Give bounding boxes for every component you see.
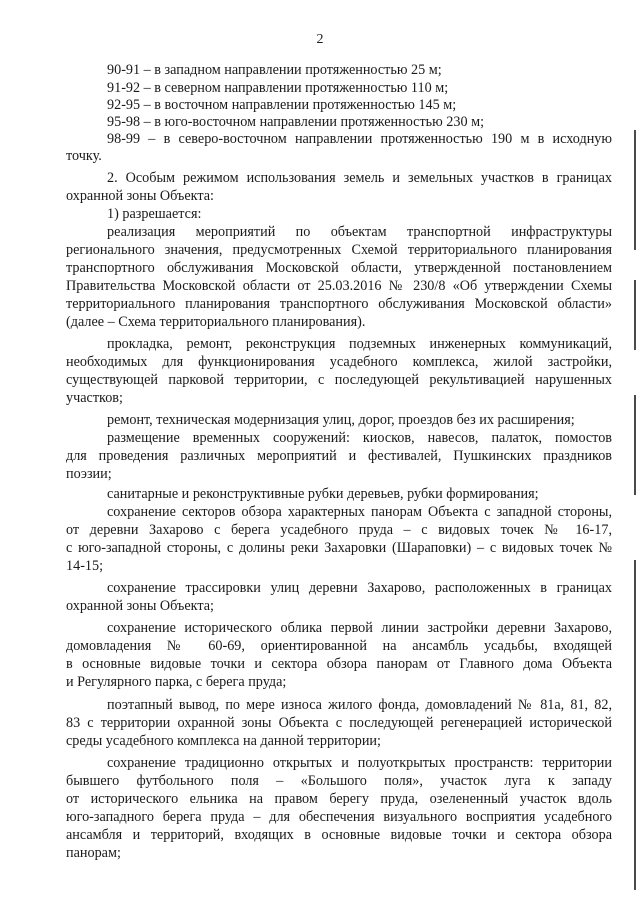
text-line: от исторического ельника на правом берегу пруда, озелененный участок вдоль bbox=[66, 791, 612, 807]
text-line: 90-91 – в западном направлении протяженностью 25 м; bbox=[107, 62, 442, 78]
text-line: ансамбля и территорий, входящих в основные видовые точки и сектора обзора bbox=[66, 827, 612, 843]
text-line: 98-99 – в северо-восточном направлении протяженностью 190 м в исходную bbox=[107, 131, 612, 147]
text-line: охранной зоны Объекта; bbox=[66, 598, 214, 614]
text-line: 2. Особым режимом использования земель и земельных участков в границах bbox=[107, 170, 612, 186]
text-line: 91-92 – в северном направлении протяженностью 110 м; bbox=[107, 80, 449, 96]
text-line: 83 с территории охранной зоны Объекта с последующей регенерацией исторической bbox=[66, 715, 612, 731]
text-line: 92-95 – в восточном направлении протяженностью 145 м; bbox=[107, 97, 457, 113]
text-line: сохранение трассировки улиц деревни Захарово, расположенных в границах bbox=[107, 580, 612, 596]
text-line: с юго-западной стороны, с долины реки Захаровки (Шараповки) – с видовых точек № bbox=[66, 540, 612, 556]
scan-edge-mark bbox=[634, 560, 636, 890]
text-line: сохранение секторов обзора характерных панорам Объекта с западной стороны, bbox=[107, 504, 612, 520]
text-line: и Регулярного парка, с берега пруда; bbox=[66, 674, 287, 690]
text-line: сохранение традиционно открытых и полуоткрытых пространств: территории bbox=[107, 755, 612, 771]
page-number: 2 bbox=[316, 32, 324, 47]
text-line: охранной зоны Объекта: bbox=[66, 188, 214, 204]
text-line: Правительства Московской области от 25.03.2016 № 230/8 «Об утверждении Схемы bbox=[66, 278, 612, 294]
text-line: поэтапный вывод, по мере износа жилого фонда, домовладений № 81а, 81, 82, bbox=[107, 697, 612, 713]
scan-edge-mark bbox=[634, 395, 636, 495]
text-line: сохранение исторического облика первой линии застройки деревни Захарово, bbox=[107, 620, 612, 636]
text-line: санитарные и реконструктивные рубки деревьев, рубки формирования; bbox=[107, 486, 539, 502]
text-line: (далее – Схема территориального планирования). bbox=[66, 314, 366, 330]
scan-edge-mark bbox=[634, 280, 636, 350]
text-line: от деревни Захарово с берега усадебного пруда – с видовых точек № 16-17, bbox=[66, 522, 612, 538]
text-line: юго-западного берега пруда – для обеспечения визуального восприятия усадебного bbox=[66, 809, 612, 825]
text-line: 14-15; bbox=[66, 558, 104, 574]
text-line: среды усадебного комплекса на данной территории; bbox=[66, 733, 381, 749]
text-line: реализация мероприятий по объектам транспортной инфраструктуры bbox=[107, 224, 612, 240]
text-line: участков; bbox=[66, 390, 123, 406]
text-line: необходимых для функционирования усадебного комплекса, жилой застройки, bbox=[66, 354, 612, 370]
text-line: размещение временных сооружений: киосков, навесов, палаток, помостов bbox=[107, 430, 612, 446]
scan-edge-mark bbox=[634, 130, 636, 250]
text-line: домовладения № 60-69, ориентированной на ансамбль усадьбы, входящей bbox=[66, 638, 612, 654]
text-line: бывшего футбольного поля – «Большого поля», участок луга к западу bbox=[66, 773, 612, 789]
text-line: точку. bbox=[66, 148, 102, 164]
text-line: 1) разрешается: bbox=[107, 206, 202, 222]
text-line: прокладка, ремонт, реконструкция подземных инженерных коммуникаций, bbox=[107, 336, 612, 352]
text-line: в основные видовые точки и сектора обзора панорам от Главного дома Объекта bbox=[66, 656, 612, 672]
text-line: поэзии; bbox=[66, 466, 112, 482]
text-line: панорам; bbox=[66, 845, 121, 861]
text-line: территориального планирования транспортного обслуживания Московской области» bbox=[66, 296, 612, 312]
text-line: транспортного обслуживания Московской области, утвержденной постановлением bbox=[66, 260, 612, 276]
text-line: для проведения различных мероприятий и фестивалей, Пушкинских праздников bbox=[66, 448, 612, 464]
text-line: ремонт, техническая модернизация улиц, дорог, проездов без их расширения; bbox=[107, 412, 575, 428]
text-line: 95-98 – в юго-восточном направлении протяженностью 230 м; bbox=[107, 114, 485, 130]
text-line: существующей парковой территории, с последующей рекультивацией нарушенных bbox=[66, 372, 612, 388]
text-line: регионального значения, предусмотренных Схемой территориального планирования bbox=[66, 242, 612, 258]
